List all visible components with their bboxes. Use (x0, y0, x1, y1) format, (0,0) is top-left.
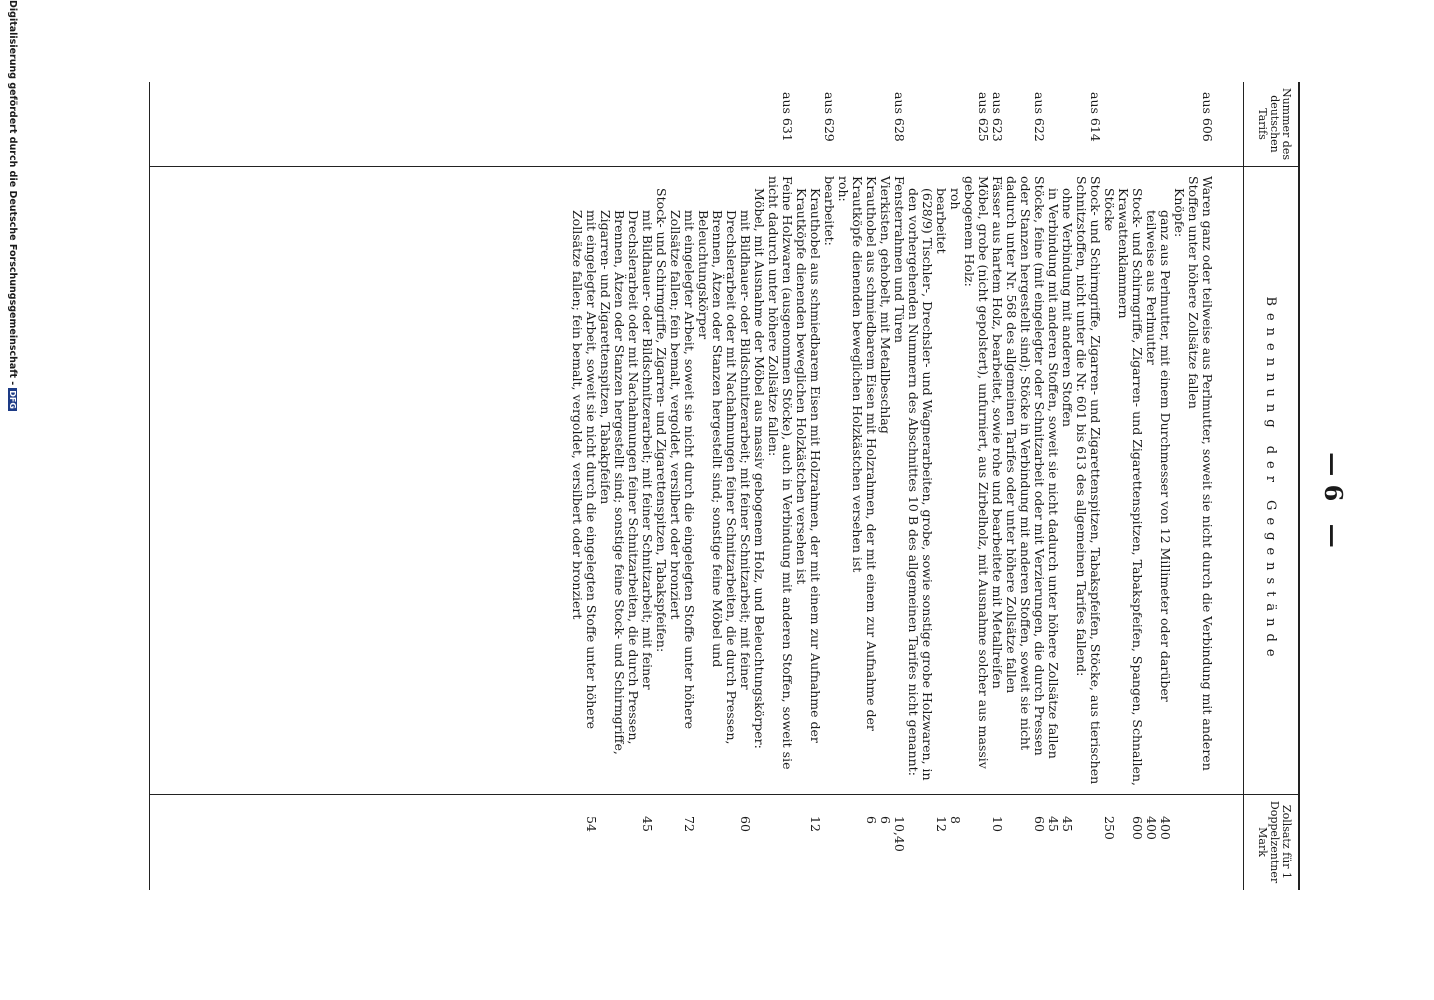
table-row (1116, 82, 1144, 890)
duty-rate (654, 794, 668, 890)
duty-rate: 600 (1130, 816, 1145, 840)
duty-rate (1074, 794, 1102, 890)
item-description: roh (948, 188, 963, 210)
item-description: Knöpfe: (1172, 188, 1187, 238)
tariff-number (668, 82, 696, 166)
item-description: Stock- und Schirmgriffe, Zigarren- und Zigarettenspitzen, Tabakspfeifen, Spangen, Schnallen, Krawattenklammern (1116, 188, 1145, 786)
item-description: roh: (836, 176, 851, 202)
duty-rate (752, 794, 766, 890)
table-row (1144, 82, 1158, 890)
item-description: Stock- und Schirmgriffe, Zigarren- und Zigarettenspitzen, Tabakspfeifen: (654, 188, 669, 653)
table-row (962, 82, 990, 890)
tariff-number: aus 625 (976, 92, 991, 142)
duty-rate: 8 (948, 816, 963, 824)
duty-rate (822, 794, 836, 890)
item-description: mit Bildhauer- oder Bildschnitzerarbeit; mit feiner Schnitzarbeit; mit feiner Drechslerarbeit oder mit Nachahmungen feiner Schnitzarbeiten, die durch Pressen, Brennen, Ätzen oder Stanzen hergestellt sind; sonstige feine Stock- und Schirmgriffe, Zigarren- und Zigarettenspitzen, Tabakpfeifen (598, 210, 655, 755)
page-number: — 6 — (1319, 452, 1348, 548)
tariff-number (1144, 82, 1158, 166)
tariff-number (696, 82, 752, 166)
table-row (836, 82, 850, 890)
item-description: ganz aus Perlmutter, mit einem Durchmesser von 12 Millimeter oder darüber (1158, 210, 1173, 702)
table-row (570, 82, 598, 890)
duty-rate: 60 (1032, 816, 1047, 832)
tariff-number: aus 631 (780, 92, 795, 142)
tariff-number: aus 606 (1200, 92, 1215, 142)
item-description: teilweise aus Perlmutter (1144, 210, 1159, 365)
duty-rate (1172, 794, 1186, 890)
tariff-table (130, 82, 1300, 890)
item-description: Stock- und Schirmgriffe, Zigarren- und Zigarettenspitzen, Tabakspfeifen, Stöcke, aus tierischen Schnitzstoffen, nicht unter die Nr. 601 bis 613 des allgemeinen Tarifes fallend: (1074, 176, 1103, 785)
digitization-note: Digitalisierung gefördert durch die Deutsche Forschungsgemeinschaft -DFG (7, 0, 18, 409)
duty-rate: 250 (1102, 816, 1117, 840)
tariff-number: aus 629 (822, 92, 837, 142)
tariff-number (878, 82, 892, 166)
duty-rate: 45 (1060, 816, 1075, 832)
duty-rate: 72 (682, 816, 697, 832)
duty-rate: 6 (878, 816, 893, 824)
duty-rate (1186, 794, 1214, 890)
duty-rate: 60 (738, 816, 753, 832)
table-row (668, 82, 696, 890)
table-row (1186, 82, 1214, 890)
tariff-number (1172, 82, 1186, 166)
item-description: ohne Verbindung mit anderen Stoffen (1060, 188, 1075, 427)
item-description: Waren ganz oder teilweise aus Perlmutter, soweit sie nicht durch die Verbindung mit anderen Stoffen unter höhere Zollsätze fallen (1186, 176, 1215, 771)
tariff-number: aus 622 (1032, 92, 1047, 142)
table-row (794, 82, 822, 890)
table-row (1158, 82, 1172, 890)
tariff-number (1102, 82, 1116, 166)
duty-rate: 10 (990, 816, 1005, 832)
item-description: Krauthobel aus schmiedbarem Eisen mit Holzrahmen, der mit einem zur Aufnahme der Krautköpfe dienenden beweglichen Holzkästchen versehen ist (794, 188, 823, 743)
table-row (878, 82, 892, 890)
item-description: Vierkisten, gehobelt, mit Metallbeschlag (878, 176, 893, 434)
tariff-number (1158, 82, 1172, 166)
item-description: Fässer aus hartem Holz, bearbeitet, sowie rohe und bearbeitete mit Metallreifen (990, 176, 1005, 689)
tariff-number (948, 82, 962, 166)
item-description: Fensterrahmen und Türen (892, 176, 907, 343)
table-row (654, 82, 668, 890)
duty-rate (906, 794, 934, 890)
dfg-logo: DFG (8, 390, 17, 409)
tariff-number (906, 82, 934, 166)
tariff-number (654, 82, 668, 166)
table-row (1074, 82, 1102, 890)
table-row (822, 82, 836, 890)
tariff-number (1060, 82, 1074, 166)
table-row (1172, 82, 1186, 890)
table-row (696, 82, 752, 890)
item-description: mit eingelegter Arbeit, soweit sie nicht durch die eingelegten Stoffe unter höhere Zollsätze fallen; fein bemalt, vergoldet, versilbert oder bronziert (668, 210, 697, 730)
duty-rate: 54 (584, 816, 599, 832)
table-row (766, 82, 794, 890)
item-description: mit Bildhauer- oder Bildschnitzerarbeit; mit feiner Schnitzarbeit; mit feiner Drechslerarbeit oder mit Nachahmungen feiner Schnitzarbeiten, die durch Pressen, Brennen, Ätzen oder Stanzen hergestellt sind; sonstige feine Möbel und Beleuchtungskörper (696, 210, 753, 745)
item-description: bearbeitet (934, 188, 949, 254)
tariff-number (752, 82, 766, 166)
table-body (570, 82, 1214, 890)
header-description: Benennung der Gegenstände (1263, 296, 1278, 664)
item-description: Stöcke (1102, 188, 1117, 232)
table-row (948, 82, 962, 890)
tariff-number (934, 82, 948, 166)
duty-rate (836, 794, 850, 890)
table-row (892, 82, 906, 890)
duty-rate (962, 794, 990, 890)
table-row (1004, 82, 1046, 890)
item-description: (628/9) Tischler-, Drechsler- und Wagnerarbeiten, grobe, sowie sonstige grobe Holzwaren, in den vorhergehenden Nummern des Abschnittes 10 B des allgemeinen Tarifes nicht genannt: (906, 188, 935, 781)
duty-rate: 10,40 (892, 816, 907, 852)
tariff-number: aus 628 (892, 92, 907, 142)
duty-rate (766, 794, 794, 890)
duty-rate: 12 (808, 816, 823, 832)
tariff-number (1046, 82, 1060, 166)
table-row (1060, 82, 1074, 890)
table-row (1102, 82, 1116, 890)
tariff-number (570, 82, 598, 166)
item-description: bearbeitet: (822, 176, 837, 246)
duty-rate: 400 (1158, 816, 1173, 840)
duty-rate: 6 (864, 816, 879, 824)
duty-rate: 45 (1046, 816, 1061, 832)
table-row (1046, 82, 1060, 890)
item-description: Möbel, mit Ausnahme der Möbel aus massiv gebogenem Holz, und Beleuchtungskörper: (752, 188, 767, 749)
table-row (906, 82, 934, 890)
tariff-number (836, 82, 850, 166)
table-row (850, 82, 878, 890)
table-row (752, 82, 766, 890)
tariff-number (598, 82, 654, 166)
tariff-number (850, 82, 878, 166)
item-description: Krauthobel aus schmiedbarem Eisen mit Holzrahmen, der mit einem zur Aufnahme der Krautköpfe dienenden beweglichen Holzkästchen versehen ist (850, 176, 879, 731)
header-number: Nummer des deutschen Tarifs (1256, 87, 1293, 161)
tariff-number (1116, 82, 1144, 166)
duty-rate: 400 (1144, 816, 1159, 840)
duty-rate: 45 (640, 816, 655, 832)
duty-rate: 12 (934, 816, 949, 832)
table-row (598, 82, 654, 890)
item-description: Feine Holzwaren (ausgenommen Stöcke), auch in Verbindung mit anderen Stoffen, soweit sie nicht dadurch unter höhere Zollsätze fallen: (766, 176, 795, 770)
item-description: mit eingelegter Arbeit, soweit sie nicht durch die eingelegten Stoffe unter höhere Zollsätze fallen; fein bemalt, vergoldet, versilbert oder bronziert (570, 210, 599, 730)
item-description: Möbel, grobe (nicht gepolstert), unfurniert, aus Zirbelholz, mit Ausnahme solcher aus massiv gebogenem Holz: (962, 176, 991, 769)
header-rate: Zollsatz für 1 Doppelzentner Mark (1256, 800, 1293, 884)
tariff-number: aus 614 (1088, 92, 1103, 142)
tariff-number: aus 623 (990, 92, 1005, 142)
table-row (934, 82, 948, 890)
table-row (990, 82, 1004, 890)
tariff-number (794, 82, 822, 166)
item-description: in Verbindung mit anderen Stoffen, soweit sie nicht dadurch unter höhere Zollsätze fallen (1046, 188, 1061, 759)
item-description: Stöcke, feine (mit eingelegter oder Schnitzarbeit oder mit Verzierungen, die durch Pressen oder Stanzen hergestellt sind); Stöcke in Verbindung mit anderen Stoffen, soweit sie nicht dadurch unter Nr. 568 des allgemeinen Tarifes oder unter höhere Zollsätze fallen (1004, 176, 1047, 756)
